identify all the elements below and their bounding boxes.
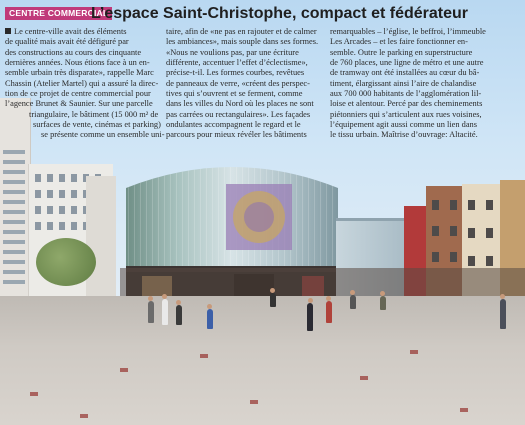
article-title: L’espace Saint-Christophe, compact et fédérateur — [91, 5, 468, 22]
paragraph-marker-icon — [5, 28, 11, 34]
column-line: semble. Outre le parking en superstructure — [330, 47, 473, 57]
plaza — [0, 296, 525, 425]
column-line: surfaces de vente, cinémas et parking) — [33, 120, 161, 130]
column-line: loise et alentour. Percé par des cheminements — [330, 99, 483, 109]
column-line: taire, afin de «ne pas en rajouter et de calmer — [166, 27, 317, 36]
column-line: semble urbain très disparate», rappelle Marc — [5, 68, 154, 78]
column-line: différente, accentuer l’effet d’éclectisme», — [166, 58, 308, 68]
article-column-1 — [5, 27, 165, 141]
column-line: ondulantes accompagnent le regard et le — [166, 120, 301, 130]
column-line: pas carrées ou rectangulaires». Les façades — [166, 109, 311, 119]
column-line: «Nous ne voulions pas, par une écriture — [166, 47, 299, 57]
column-line: l’agence Brunet & Saunier. Sur une parcelle — [5, 99, 153, 109]
category-tag: CENTRE COMMERCIAL — [5, 7, 112, 20]
grey-tower — [86, 176, 116, 296]
column-line: parcours pour mieux révéler les bâtiments — [166, 130, 307, 140]
column-line: tives qui s’ouvrent et se ferment, comme — [166, 89, 303, 99]
column-line: de qualité mais avait été défiguré par — [5, 37, 129, 47]
column-line: timent, élargissant ainsi l’aire de chalandise — [330, 78, 477, 88]
column-line: se présente comme un ensemble uni- — [41, 130, 165, 140]
article — [0, 0, 525, 145]
column-line: dans les villes du Nord où les places ne sont — [166, 99, 314, 109]
column-line: Les Arcades – et les faire fonctionner en- — [330, 37, 468, 47]
column-line: les ambiances», mais souple dans ses formes. — [166, 37, 319, 47]
column-line: Le centre-ville avait des éléments — [5, 27, 165, 37]
column-line: l’équipement agit aussi comme un lien dans — [330, 120, 477, 130]
column-line: dernières années. Nous étions face à un en- — [5, 58, 150, 68]
column-line: de 760 places, une ligne de métro et une autre — [330, 58, 484, 68]
tree — [36, 238, 96, 286]
column-line: de tramway ont été installées au cœur du bâ- — [330, 68, 480, 78]
column-line: aux 700 000 habitants de l’agglomération lil- — [330, 89, 482, 99]
column-line: piétonniers qui s’articulent aux rues voisines, — [330, 109, 482, 119]
article-column-2 — [166, 27, 318, 141]
column-line: des constructions au cours des cinquante — [5, 47, 142, 57]
column-line: Chassin (Atelier Martel) qui a assuré la direc- — [5, 78, 159, 88]
storefronts — [120, 268, 525, 298]
column-line: précise-t-il. Les formes courbes, revêtues — [166, 68, 305, 78]
column-line: de panneaux de verre, «créent des perspec- — [166, 78, 310, 88]
column-line: tion de ce projet de centre commercial pour — [5, 89, 151, 99]
column-line: le tissu urbain. Maîtrise d’ouvrage: Altacité. — [330, 130, 478, 140]
column-line: remarquables – l’église, le beffroi, l’immeuble — [330, 27, 486, 36]
column-line: triangulaire, le bâtiment (15 000 m² de — [29, 109, 159, 119]
article-column-3 — [330, 27, 486, 141]
